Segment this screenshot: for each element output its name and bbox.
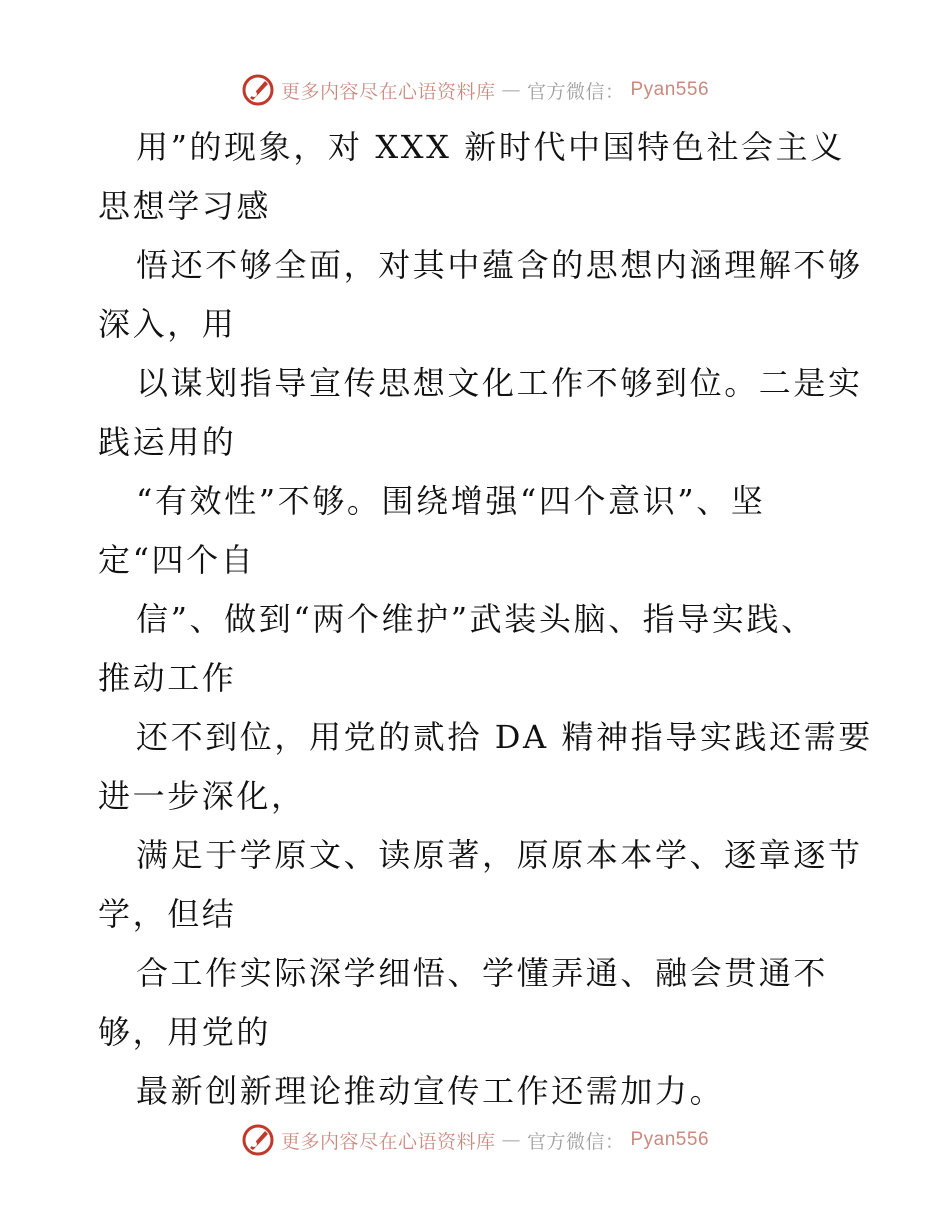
text-line: 学，但结 <box>98 895 237 933</box>
text-line: 思想学习感 <box>98 187 272 225</box>
text-line: 推动工作 <box>98 659 237 697</box>
quill-circle-icon <box>241 1123 275 1157</box>
text-line: 最新创新理论推动宣传工作还需加力。 <box>136 1072 725 1110</box>
text-line: 以谋划指导宣传思想文化工作不够到位。二是实 <box>136 364 863 402</box>
text-line: “有效性”不够。围绕增强“四个意识”、坚 <box>136 482 766 520</box>
document-body <box>98 118 873 1121</box>
text-line: 进一步深化， <box>98 777 306 815</box>
watermark-label: 官方微信： <box>526 80 625 103</box>
watermark-text: 更多内容尽在心语资料库 <box>280 1130 496 1153</box>
text-line: 定“四个自 <box>98 541 256 579</box>
text-line: 信”、做到“两个维护”武装头脑、指导实践、 <box>136 600 816 638</box>
text-line: 够，用党的 <box>98 1013 272 1051</box>
watermark-wechat-id: Pyan556 <box>630 1129 710 1150</box>
quill-circle-icon <box>241 73 275 107</box>
watermark-label: 官方微信： <box>526 1130 625 1153</box>
text-line: 满足于学原文、读原著，原原本本学、逐章逐节 <box>136 836 863 874</box>
text-line: 还不到位，用党的贰拾 DA 精神指导实践还需要 <box>136 718 873 756</box>
watermark-text: 更多内容尽在心语资料库 <box>280 80 496 103</box>
watermark-wechat-id: Pyan556 <box>630 79 710 100</box>
footer-watermark <box>0 1120 950 1160</box>
text-line: 用”的现象，对 XXX 新时代中国特色社会主义 <box>136 128 845 166</box>
text-line: 践运用的 <box>98 423 237 461</box>
header-watermark <box>0 70 950 110</box>
text-line: 合工作实际深学细悟、学懂弄通、融会贯通不 <box>136 954 829 992</box>
watermark-dash: — <box>501 1129 521 1151</box>
text-line: 深入，用 <box>98 305 237 343</box>
watermark-dash: — <box>501 79 521 101</box>
text-line: 悟还不够全面，对其中蕴含的思想内涵理解不够 <box>136 246 863 284</box>
